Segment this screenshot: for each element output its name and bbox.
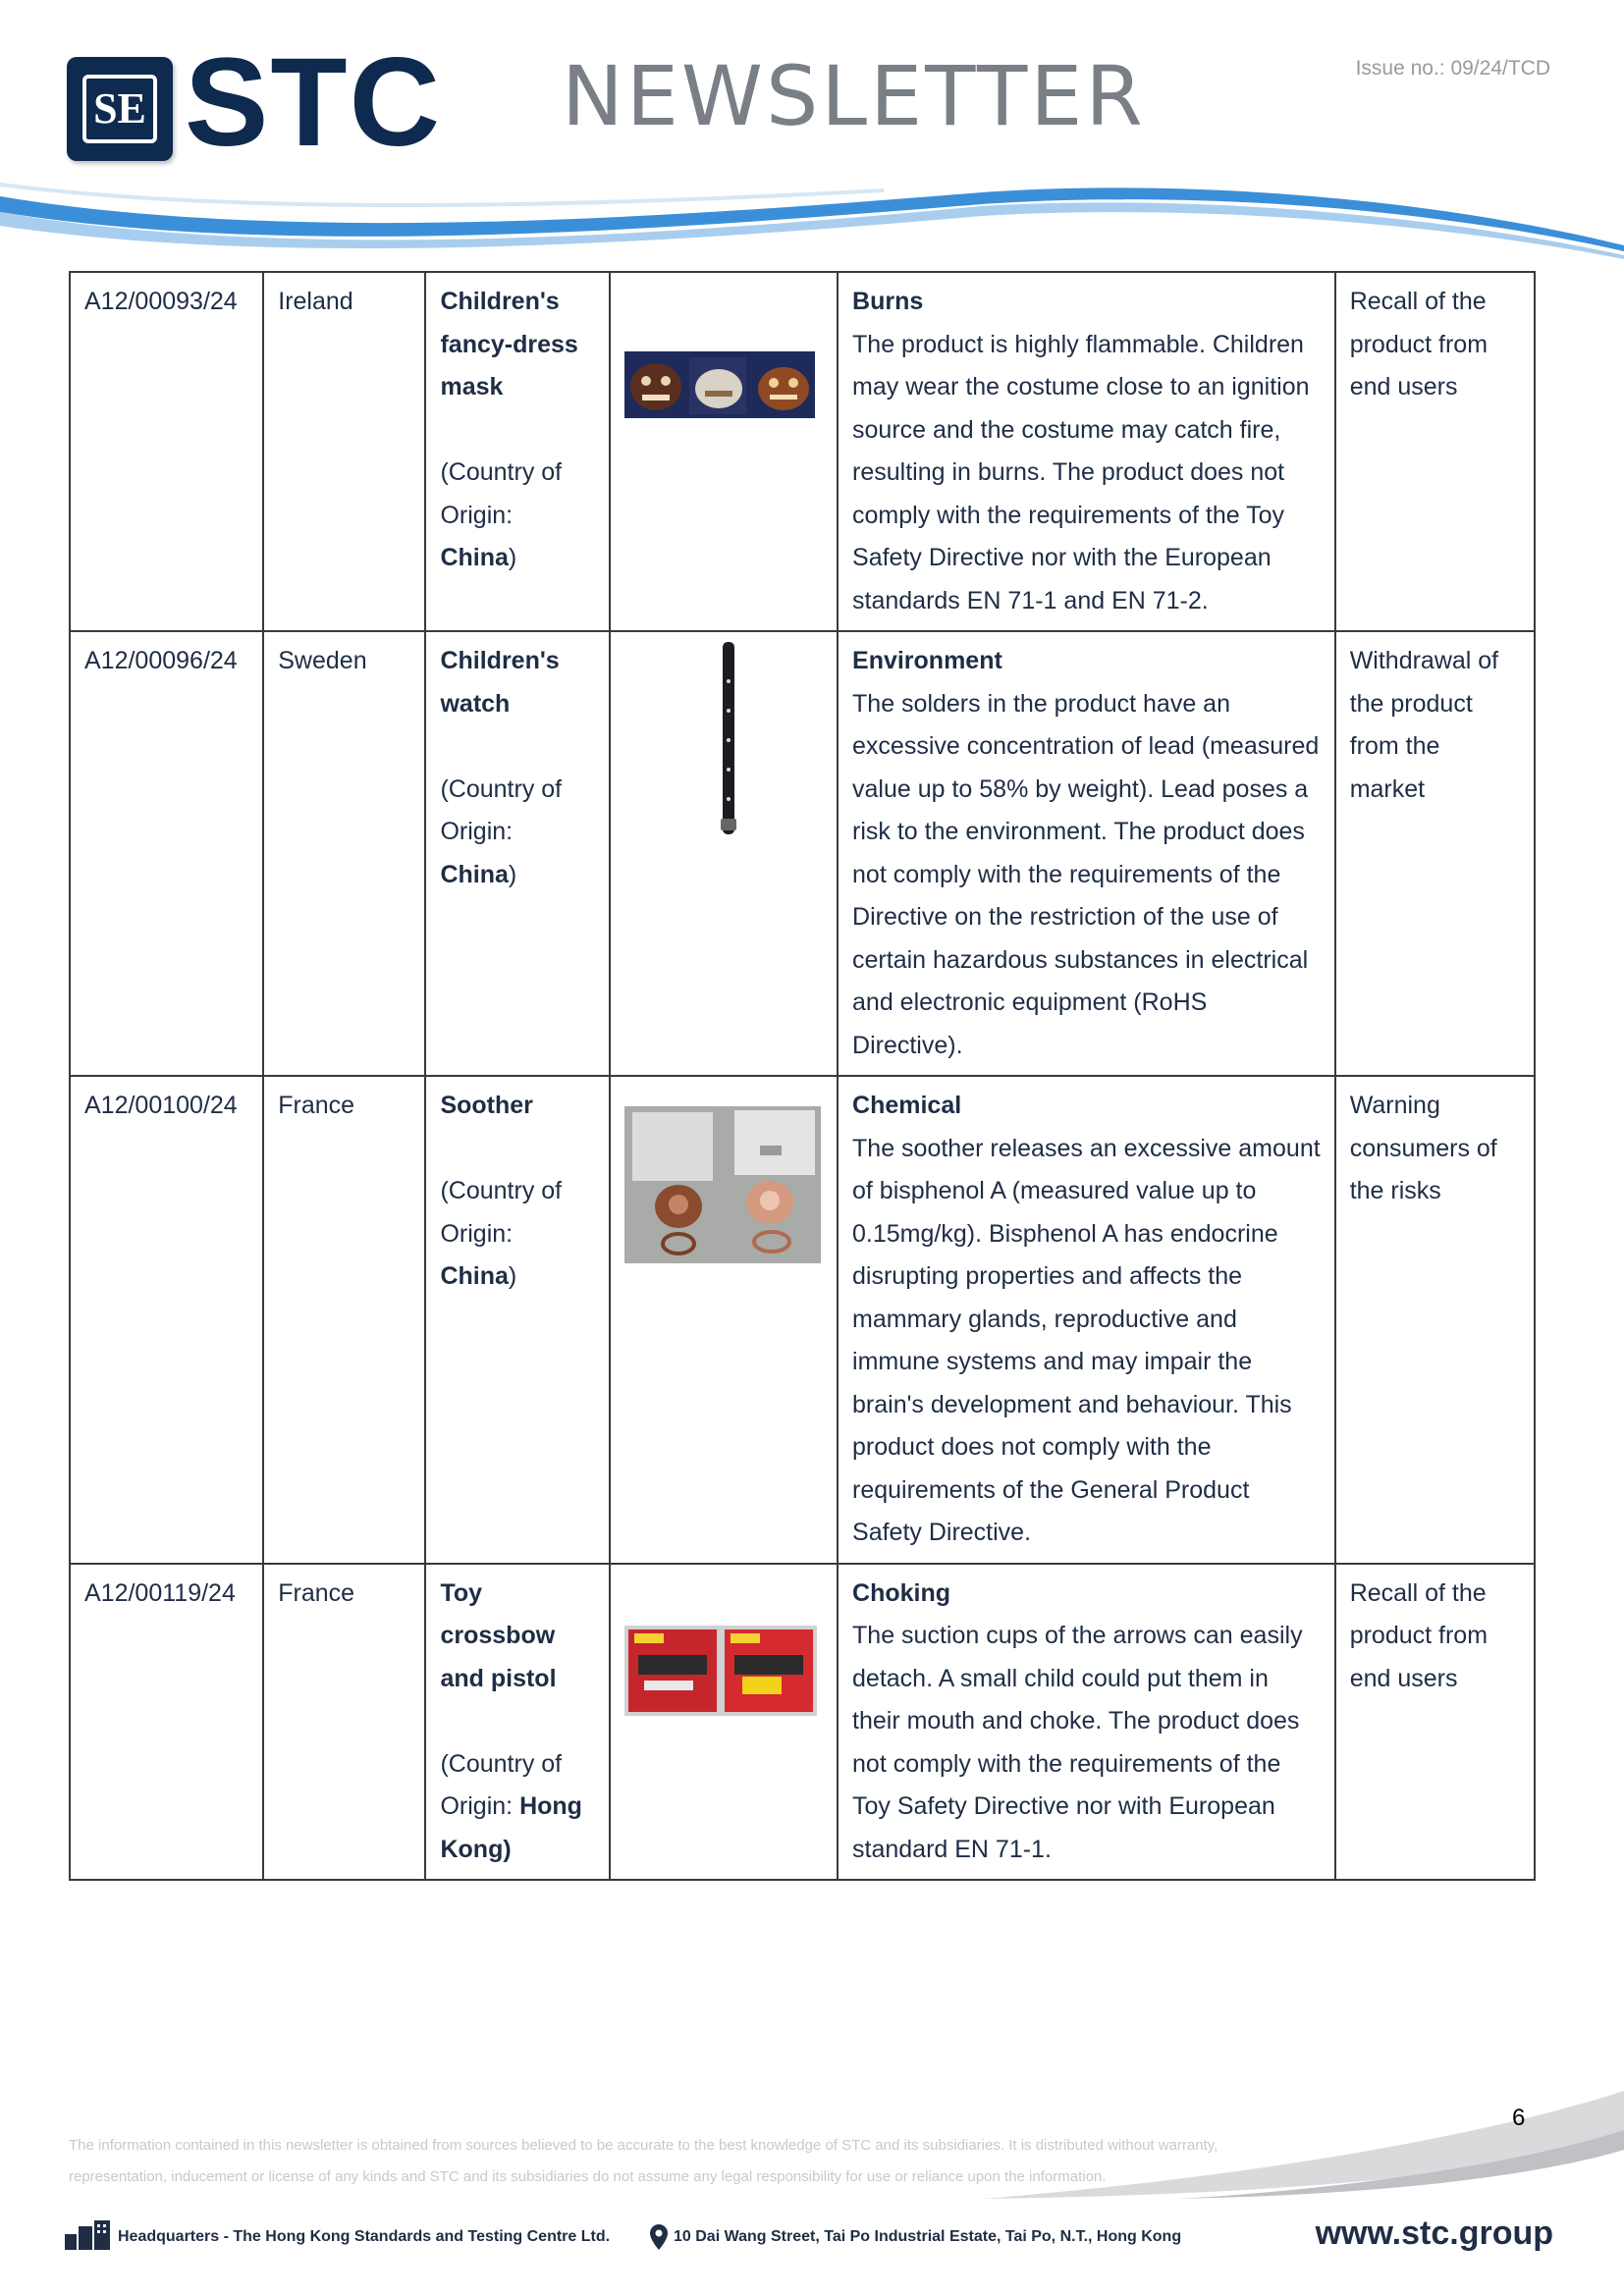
origin-label: (Country of Origin: [440, 1177, 563, 1248]
soother-photo [624, 1106, 821, 1263]
origin-label: (Country of Origin: [440, 458, 563, 529]
risk-title: Burns [852, 288, 924, 315]
measure-cell: Withdrawal of the product from the market [1335, 631, 1535, 1076]
risk-description: The suction cups of the arrows can easily detach. A small child could put them in their mouth and choke. The product does not comply with the requirements of the Toy Safety Directive nor with European standard EN 71-1. [852, 1622, 1303, 1863]
country-cell: France [263, 1076, 425, 1564]
origin-country: China [440, 544, 509, 571]
table-row [70, 631, 1535, 1076]
product-name: Soother [440, 1092, 533, 1119]
origin-country: China [440, 1262, 509, 1290]
risk-description: The soother releases an excessive amount of bisphenol A (measured value up to 0.15mg/kg). Bisphenol A has endocrine disrupting properties and affects the mammary glands, reproductive and immune systems and may impair the brain's development and behaviour. This product does not comply with the requirements of the General Product Safety Directive. [852, 1134, 1321, 1546]
risk-description: The product is highly flammable. Children may wear the costume close to an ignition source and the costume may catch fire, resulting in burns. The product does not comply with the requirements of the Toy Safety Directive nor with the European standards EN 71-1 and EN 71-2. [852, 330, 1310, 614]
website-link[interactable]: www.stc.group [1315, 2215, 1553, 2252]
image-cell [610, 631, 838, 1076]
location-pin-icon [650, 2224, 668, 2250]
origin-close: ) [508, 860, 517, 888]
origin-country: China [440, 860, 509, 888]
product-cell [425, 1564, 609, 1881]
reference-cell: A12/00100/24 [70, 1076, 263, 1564]
country-cell: France [263, 1564, 425, 1881]
product-cell [425, 1076, 609, 1564]
header-swoosh [0, 177, 1624, 265]
country-cell: Sweden [263, 631, 425, 1076]
product-cell [425, 631, 609, 1076]
risk-title: Environment [852, 647, 1002, 674]
origin-country: Hong Kong) [440, 1792, 582, 1863]
origin-close: ) [508, 1262, 517, 1290]
logo-mark: SE [82, 75, 157, 143]
origin-close: ) [508, 544, 517, 571]
risk-title: Chemical [852, 1092, 962, 1119]
product-name: Children's fancy-dress mask [440, 288, 578, 400]
building-icon [65, 2220, 112, 2250]
fancy-dress-mask-photo [624, 351, 815, 418]
risk-cell [838, 631, 1335, 1076]
reference-cell: A12/00093/24 [70, 272, 263, 631]
measure-cell: Warning consumers of the risks [1335, 1076, 1535, 1564]
reference-cell: A12/00119/24 [70, 1564, 263, 1881]
risk-description: The solders in the product have an excessive concentration of lead (measured value up to 58% by weight). Lead poses a risk to the environment. The product does not comply with the requirements of the Directive on the restriction of the use of certain hazardous substances in electrical and electronic equipment (RoHS Directive). [852, 689, 1320, 1059]
address-text: 10 Dai Wang Street, Tai Po Industrial Estate, Tai Po, N.T., Hong Kong [674, 2228, 1182, 2245]
page-number: 6 [1512, 2105, 1526, 2131]
disclaimer-text: The information contained in this newsletter is obtained from sources believed to be accurate to the best knowledge of STC and its subsidiaries. It is distributed without warranty, representation, inducement or license of any kinds and STC and its subsidiaries do not assume any legal responsibility for use or reliance upon the information. [69, 2137, 1218, 2185]
recall-table [69, 271, 1536, 1881]
risk-cell [838, 272, 1335, 631]
table-row [70, 1564, 1535, 1881]
issue-number: Issue no.: 09/24/TCD [1355, 57, 1550, 80]
logo-text: STC [185, 32, 442, 173]
image-cell [610, 1564, 838, 1881]
product-cell [425, 272, 609, 631]
childrens-watch-photo [717, 642, 740, 834]
product-name: Toy crossbow and pistol [440, 1578, 557, 1692]
risk-title: Choking [852, 1578, 951, 1607]
origin-label: (Country of Origin: [440, 774, 563, 845]
image-cell [610, 1076, 838, 1564]
risk-cell [838, 1076, 1335, 1564]
table-row [70, 272, 1535, 631]
headquarters-text: Headquarters - The Hong Kong Standards and Testing Centre Ltd. [118, 2228, 611, 2245]
country-cell: Ireland [263, 272, 425, 631]
measure-cell: Recall of the product from end users [1335, 272, 1535, 631]
newsletter-title: NEWSLETTER [562, 48, 1146, 144]
stc-logo [67, 57, 173, 161]
measure-cell: Recall of the product from end users [1335, 1564, 1535, 1881]
risk-cell [838, 1564, 1335, 1881]
table-row [70, 1076, 1535, 1564]
reference-cell: A12/00096/24 [70, 631, 263, 1076]
product-name: Children's watch [440, 647, 560, 718]
image-cell [610, 272, 838, 631]
origin-label: (Country of Origin: [440, 1749, 563, 1820]
toy-crossbow-photo [624, 1626, 817, 1716]
